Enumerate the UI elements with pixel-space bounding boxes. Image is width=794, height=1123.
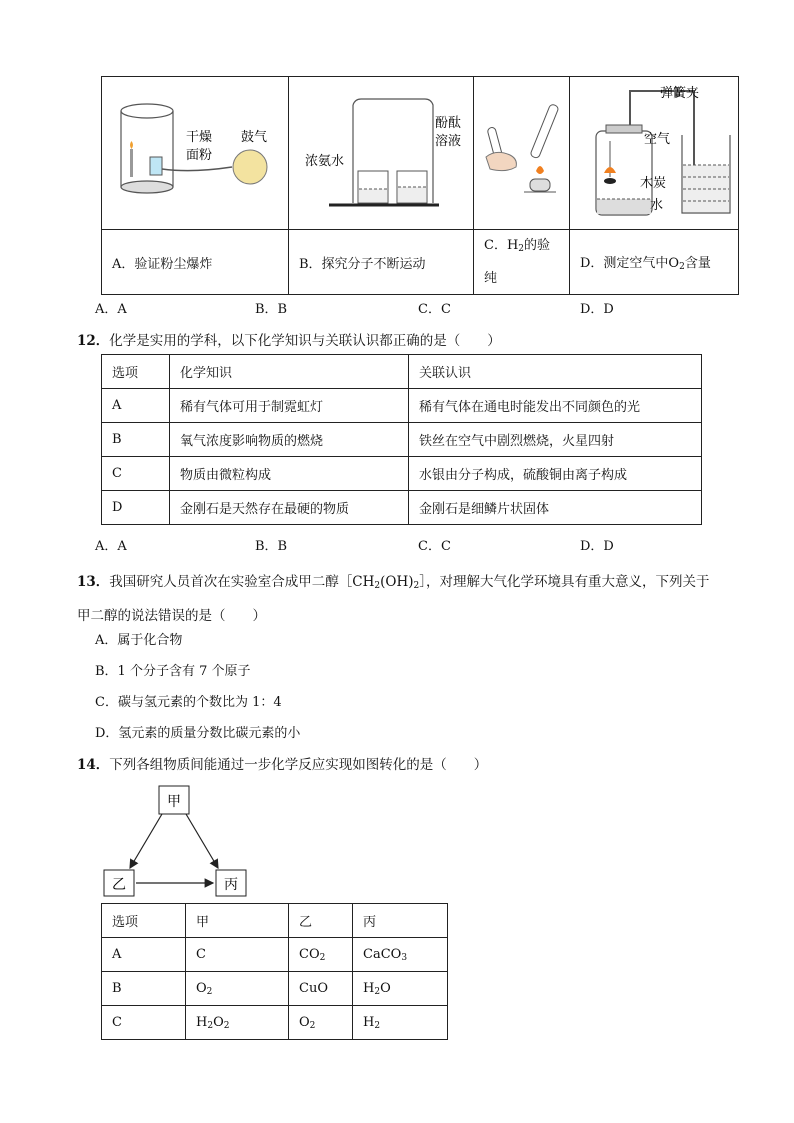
q14-title: 14．下列各组物质间能通过一步化学反应实现如图转化的是（ ）	[77, 757, 488, 773]
q12-cell-cognition: 水银由分子构成，硫酸铜由离子构成	[409, 457, 702, 491]
caption-b: B．探究分子不断运动	[289, 230, 474, 295]
q12-header-cognition: 关联认识	[409, 355, 702, 389]
q14-header-jia: 甲	[186, 904, 289, 938]
exp-d-image-cell	[570, 77, 739, 230]
q14-cell-jia: $O_2$	[186, 972, 289, 1006]
node-jia-label: 甲	[167, 794, 181, 810]
caption-d: D．测定空气中$O_2$含量	[570, 230, 739, 295]
q13-option-d[interactable]: D．氢元素的质量分数比碳元素的小	[95, 726, 301, 741]
q12-header-option: 选项	[102, 355, 170, 389]
exp-b-image-cell	[289, 77, 474, 230]
q12-cell-option: A	[102, 389, 170, 423]
q12-cell-cognition: 金刚石是细鳞片状固体	[409, 491, 702, 525]
q13-option-b[interactable]: B．1 个分子含有 7 个原子	[95, 664, 251, 679]
q12-cell-knowledge: 氧气浓度影响物质的燃烧	[170, 423, 409, 457]
q11-option-c[interactable]: C．C	[418, 302, 451, 317]
q14-table	[101, 903, 448, 1040]
q12-option-d[interactable]: D．D	[580, 539, 614, 554]
caption-a: A．验证粉尘爆炸	[102, 230, 289, 295]
q12-cell-option: C	[102, 457, 170, 491]
phenolphthalein-label-2: 溶液	[435, 134, 462, 149]
q14-cell-option: C	[102, 1006, 186, 1040]
q12-title: 12．化学是实用的学科，以下化学知识与关联认识都正确的是（ ）	[77, 333, 501, 349]
q14-header-option: 选项	[102, 904, 186, 938]
drier-label-1: 干燥	[186, 130, 213, 145]
table-row	[102, 491, 702, 525]
table-row	[102, 1006, 448, 1040]
table-row	[102, 389, 702, 423]
phenolphthalein-label-1: 酚酞	[435, 116, 462, 131]
q14-header-bing: 丙	[353, 904, 448, 938]
q11-option-a[interactable]: A．A	[95, 302, 127, 317]
node-bing-label: 丙	[224, 877, 238, 893]
q12-option-b[interactable]: B．B	[255, 539, 288, 554]
table-row	[102, 457, 702, 491]
table-row	[102, 972, 448, 1006]
molecule-motion-apparatus	[289, 77, 473, 225]
q12-header-knowledge: 化学知识	[170, 355, 409, 389]
q12-cell-knowledge: 金刚石是天然存在最硬的物质	[170, 491, 409, 525]
node-yi-label: 乙	[112, 877, 126, 893]
clip-label: 弹簧夹	[660, 86, 700, 101]
q12-cell-option: D	[102, 491, 170, 525]
table-row	[102, 423, 702, 457]
caption-c: C．$H_2$的验 纯	[474, 230, 570, 295]
ammonia-label: 浓氨水	[305, 154, 345, 169]
drier-label-2: 面粉	[186, 148, 213, 163]
charcoal-label: 木炭	[640, 176, 667, 191]
arrow-jia-yi	[130, 814, 162, 868]
q12-cell-knowledge: 稀有气体可用于制霓虹灯	[170, 389, 409, 423]
table-row	[102, 938, 448, 972]
q13-title: 13．我国研究人员首次在实验室合成甲二醇$[CH_2(OH)_2]$，对理解大气化学环境具有重大意义，下列关于 甲二醇的说法错误的是（ ）	[77, 574, 710, 624]
q14-header-yi: 乙	[289, 904, 353, 938]
q14-cell-yi: CuO	[289, 972, 353, 1006]
arrow-jia-bing	[186, 814, 218, 868]
conversion-diagram	[100, 784, 260, 900]
q14-cell-bing: CaCO$_3$	[353, 938, 448, 972]
q12-cell-knowledge: 物质由微粒构成	[170, 457, 409, 491]
q12-table	[101, 354, 702, 525]
q14-cell-bing: $H_2$	[353, 1006, 448, 1040]
oxygen-content-apparatus	[570, 77, 738, 225]
exp-a-image-cell	[102, 77, 289, 230]
q14-cell-yi: $O_2$	[289, 1006, 353, 1040]
q11-experiment-table	[101, 76, 739, 295]
q14-cell-yi: $CO_2$	[289, 938, 353, 972]
q12-cell-cognition: 铁丝在空气中剧烈燃烧，火星四射	[409, 423, 702, 457]
q11-option-b[interactable]: B．B	[255, 302, 288, 317]
bellows-label: 鼓气	[241, 130, 268, 145]
water-label: 水	[650, 198, 664, 213]
q14-cell-bing: $H_2O$	[353, 972, 448, 1006]
q14-cell-option: B	[102, 972, 186, 1006]
air-label: 空气	[644, 132, 671, 147]
exp-c-image-cell	[474, 77, 570, 230]
q14-cell-option: A	[102, 938, 186, 972]
q14-cell-jia: C	[186, 938, 289, 972]
hydrogen-purity-apparatus	[474, 77, 569, 225]
q12-option-a[interactable]: A．A	[95, 539, 127, 554]
q13-option-c[interactable]: C．碳与氢元素的个数比为 1：4	[95, 695, 282, 710]
q14-cell-jia: $H_2O_2$	[186, 1006, 289, 1040]
q13-option-a[interactable]: A．属于化合物	[95, 633, 183, 648]
dust-explosion-apparatus	[102, 77, 288, 225]
q11-option-d[interactable]: D．D	[580, 302, 614, 317]
q12-cell-cognition: 稀有气体在通电时能发出不同颜色的光	[409, 389, 702, 423]
q12-cell-option: B	[102, 423, 170, 457]
q12-option-c[interactable]: C．C	[418, 539, 451, 554]
